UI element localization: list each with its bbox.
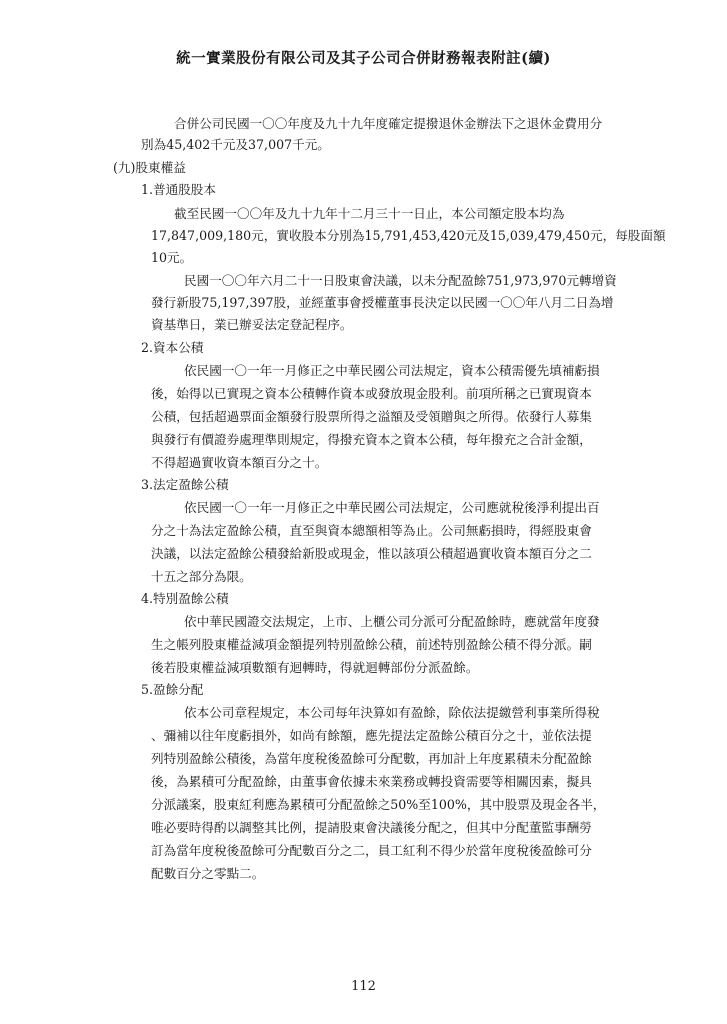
paragraph-line: 截至民國一〇〇年及九十九年十二月三十一日止，本公司額定股本均為 xyxy=(174,206,565,221)
subsection-heading: 4.特別盈餘公積 xyxy=(141,591,229,606)
paragraph-line: 配數百分之零點二。 xyxy=(151,866,265,881)
page-title: 統一實業股份有限公司及其子公司合併財務報表附註(續) xyxy=(176,50,551,67)
paragraph-line: 訂為當年度稅後盈餘可分配數百分之二，員工紅利不得少於當年度稅後盈餘可分 xyxy=(151,843,592,858)
subsection-heading: 5.盈餘分配 xyxy=(141,682,204,697)
subsection-heading: 3.法定盈餘公積 xyxy=(141,477,229,492)
paragraph-line: 發行新股75,197,397股，並經董事會授權董事長決定以民國一〇〇年八月二日為增 xyxy=(151,295,614,310)
paragraph-line: 依本公司章程規定，本公司每年決算如有盈餘，除依法提繳營利事業所得稅 xyxy=(184,705,600,720)
paragraph-line: 後，始得以已實現之資本公積轉作資本或發放現金股利。前項所稱之已實現資本 xyxy=(151,386,592,401)
paragraph-line: 合併公司民國一〇〇年度及九十九年度確定提撥退休金辦法下之退休金費用分 xyxy=(174,116,603,131)
paragraph-line: 依中華民國證交法規定，上市、上櫃公司分派可分配盈餘時，應就當年度發 xyxy=(184,614,600,629)
paragraph-line: 17,847,009,180元，實收股本分別為15,791,453,420元及15,039,479,450元，每股面額 xyxy=(151,228,666,243)
paragraph-line: 公積，包括超過票面金額發行股票所得之溢額及受領贈與之所得。依發行人募集 xyxy=(151,409,592,424)
paragraph-line: 依民國一〇一年一月修正之中華民國公司法規定，資本公積需優先填補虧損 xyxy=(184,363,600,378)
paragraph-line: 分派議案，股東紅利應為累積可分配盈餘之50%至100%，其中股票及現金各半， xyxy=(151,797,606,812)
paragraph-line: 生之帳列股東權益減項金額提列特別盈餘公積，前述特別盈餘公積不得分派。嗣 xyxy=(151,637,592,652)
paragraph-line: 不得超過實收資本額百分之十。 xyxy=(151,455,328,470)
paragraph-line: 別為45,402千元及37,007千元。 xyxy=(141,137,330,152)
paragraph-line: 、彌補以往年度虧損外，如尚有餘額，應先提法定盈餘公積百分之十，並依法提 xyxy=(151,728,592,743)
page-number: 112 xyxy=(351,979,376,994)
paragraph-line: 10元。 xyxy=(151,250,193,265)
subsection-heading: 1.普通股股本 xyxy=(141,182,216,197)
paragraph-line: 後若股東權益減項數額有迴轉時，得就迴轉部份分派盈餘。 xyxy=(151,660,479,675)
paragraph-line: 決議，以法定盈餘公積發給新股或現金，惟以該項公積超過實收資本額百分之二 xyxy=(151,546,592,561)
paragraph-line: 唯必要時得酌以調整其比例，提請股東會決議後分配之，但其中分配董監事酬勞 xyxy=(151,820,592,835)
paragraph-line: 分之十為法定盈餘公積，直至與資本總額相等為止。公司無虧損時，得經股東會 xyxy=(151,523,592,538)
paragraph-line: 列特別盈餘公積後，為當年度稅後盈餘可分配數，再加計上年度累積未分配盈餘 xyxy=(151,751,592,766)
section-heading: (九)股東權益 xyxy=(113,160,186,175)
paragraph-line: 後，為累積可分配盈餘，由董事會依據未來業務或轉投資需要等相關因素，擬具 xyxy=(151,774,592,789)
subsection-heading: 2.資本公積 xyxy=(141,340,204,355)
paragraph-line: 民國一〇〇年六月二十一日股東會決議，以未分配盈餘751,973,970元轉增資 xyxy=(184,273,617,288)
paragraph-line: 十五之部分為限。 xyxy=(151,569,252,584)
paragraph-line: 資基準日，業已辦妥法定登記程序。 xyxy=(151,317,353,332)
paragraph-line: 依民國一〇一年一月修正之中華民國公司法規定，公司應就稅後淨利提出百 xyxy=(184,500,600,515)
paragraph-line: 與發行有價證券處理準則規定，得撥充資本之資本公積，每年撥充之合計金額， xyxy=(151,432,592,447)
